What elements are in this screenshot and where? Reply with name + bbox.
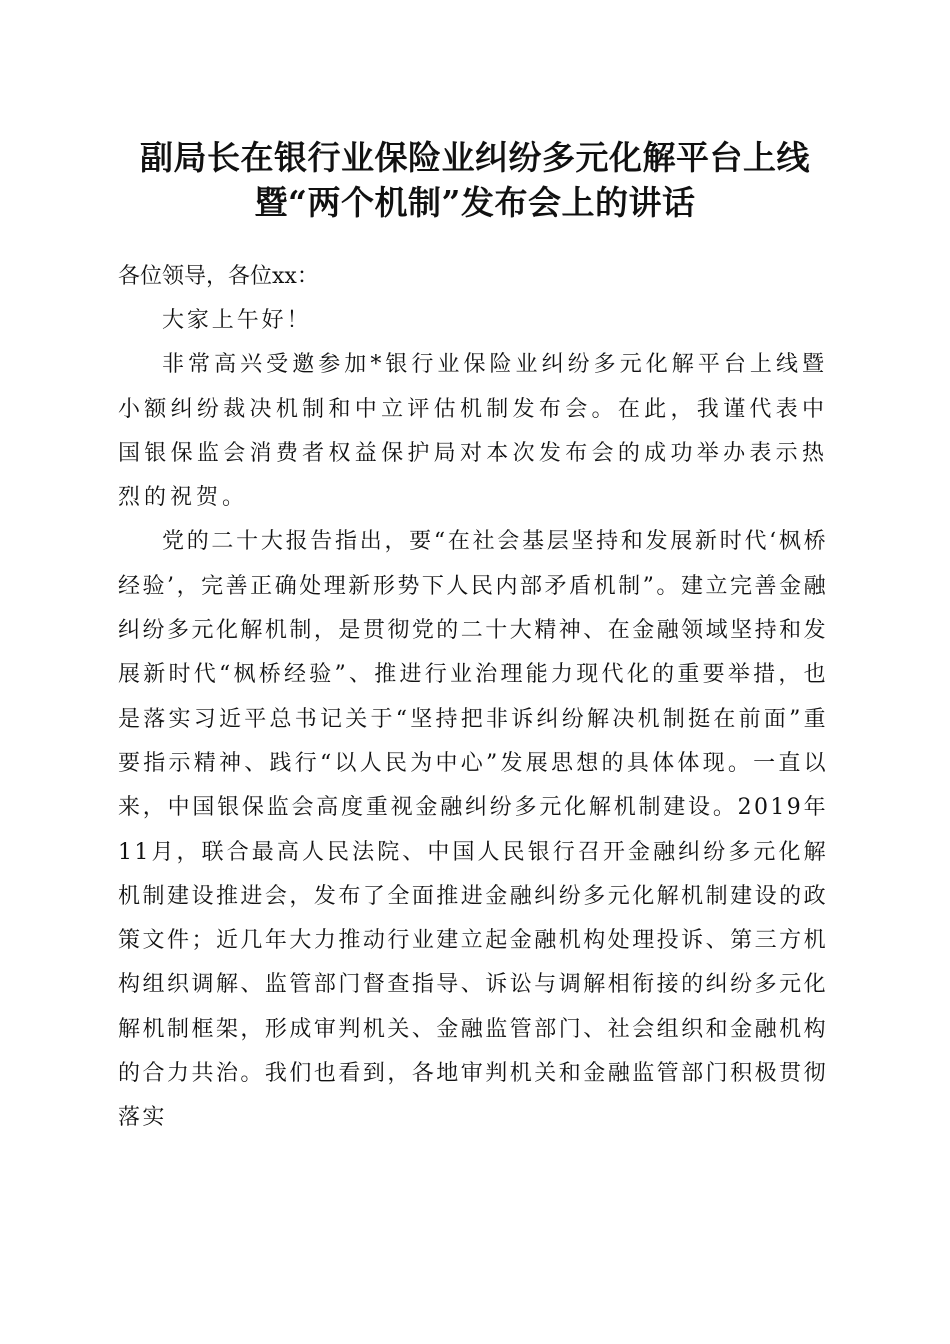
paragraph-greeting: 大家上午好！ <box>162 308 312 333</box>
document-body <box>118 255 828 1141</box>
salutation: 各位领导，各位xx： <box>118 264 319 289</box>
paragraph-opening: 非常高兴受邀参加*银行业保险业纠纷多元化解平台上线暨小额纠纷裁决机制和中立评估机制发布会。在此，我谨代表中国银保监会消费者权益保护局对本次发布会的成功举办表示热烈的祝贺。 <box>118 352 828 511</box>
paragraph-main: 党的二十大报告指出，要“在社会基层坚持和发展新时代‘枫桥经验’，完善正确处理新形势下人民内部矛盾机制”。建立完善金融纠纷多元化解机制，是贯彻党的二十大精神、在金融领域坚持和发展新时代“枫桥经验”、推进行业治理能力现代化的重要举措，也是落实习近平总书记关于“坚持把非诉纠纷解决机制挺在前面”重要指示精神、践行“以人民为中心”发展思想的具体体现。一直以来，中国银保监会高度重视金融纠纷多元化解机制建设。2019年11月，联合最高人民法院、中国人民银行召开金融纠纷多元化解机制建设推进会，发布了全面推进金融纠纷多元化解机制建设的政策文件；近几年大力推动行业建立起金融机构处理投诉、第三方机构组织调解、监管部门督查指导、诉讼与调解相衔接的纠纷多元化解机制框架，形成审判机关、金融监管部门、社会组织和金融机构的合力共治。我们也看到，各地审判机关和金融监管部门积极贯彻落实 <box>118 529 828 1131</box>
title-line-1: 副局长在银行业保险业纠纷多元化解平台上线 <box>140 138 810 177</box>
title-line-2: 暨“两个机制”发布会上的讲话 <box>254 183 696 222</box>
page-title <box>80 135 870 225</box>
